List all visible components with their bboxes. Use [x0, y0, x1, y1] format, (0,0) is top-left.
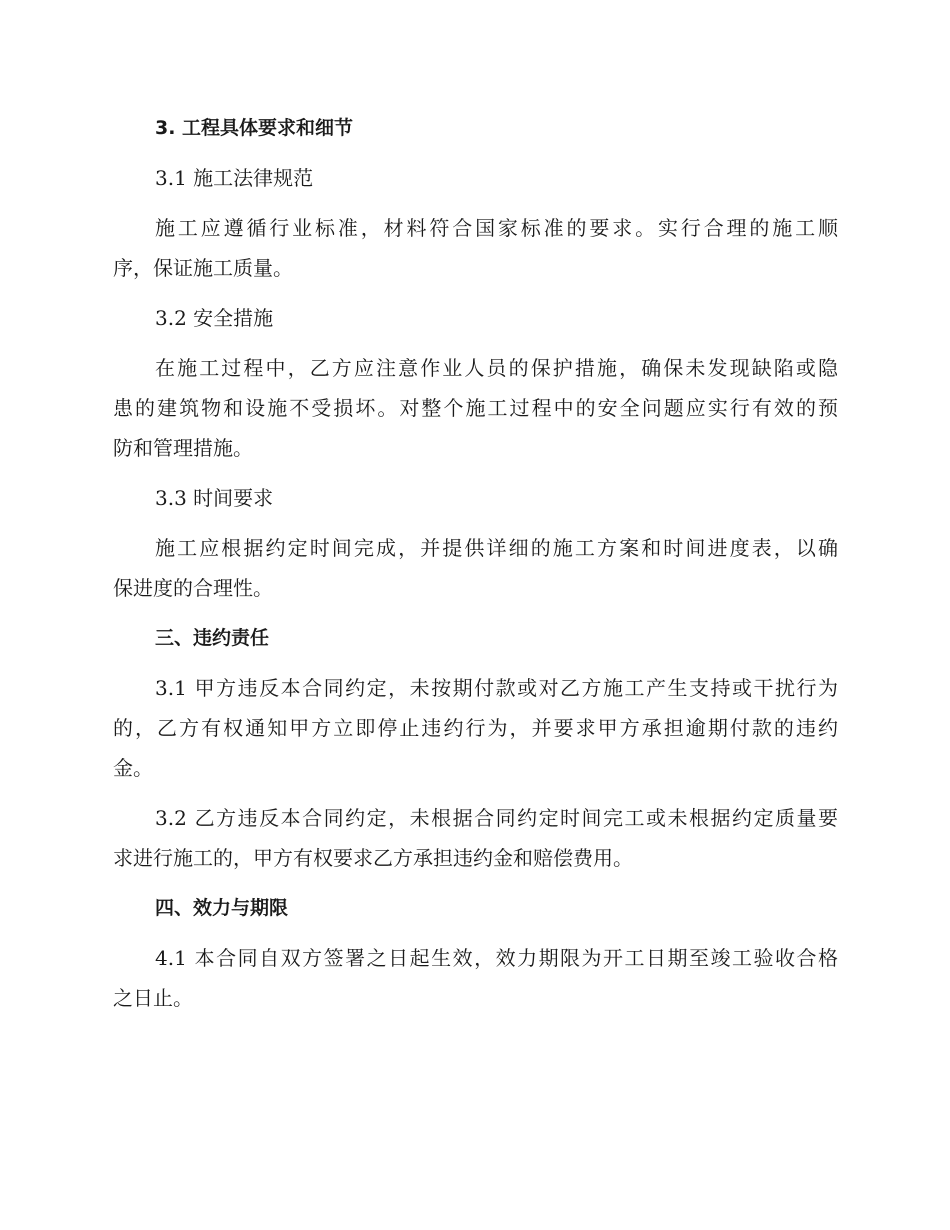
subsection-title-construction-law: 3.1 施工法律规范	[155, 166, 314, 190]
paragraph-line: 防和管理措施。	[113, 436, 253, 460]
subsection-title-time-requirements: 3.3 时间要求	[155, 486, 274, 510]
section-heading-breach-liability: 三、违约责任	[155, 627, 270, 649]
paragraph-line: 求进行施工的，甲方有权要求乙方承担违约金和赔偿费用。	[113, 846, 633, 870]
paragraph-line: 在施工过程中，乙方应注意作业人员的保护措施，确保未发现缺陷或隐	[155, 356, 838, 380]
paragraph-line: 金。	[113, 756, 153, 780]
section-heading-engineering-requirements: 3. 工程具体要求和细节	[155, 117, 354, 139]
paragraph-line: 序，保证施工质量。	[113, 256, 293, 280]
paragraph-line: 保进度的合理性。	[113, 576, 273, 600]
paragraph-line: 患的建筑物和设施不受损坏。对整个施工过程中的安全问题应实行有效的预	[113, 396, 838, 420]
section-heading-validity-term: 四、效力与期限	[155, 897, 289, 919]
paragraph-line: 的，乙方有权通知甲方立即停止违约行为，并要求甲方承担逾期付款的违约	[113, 716, 838, 740]
paragraph-line: 施工应根据约定时间完成，并提供详细的施工方案和时间进度表，以确	[155, 536, 838, 560]
paragraph-line: 3.2 乙方违反本合同约定，未根据合同约定时间完工或未根据约定质量要	[155, 806, 838, 830]
paragraph-line: 3.1 甲方违反本合同约定，未按期付款或对乙方施工产生支持或干扰行为	[155, 676, 838, 700]
paragraph-line: 之日止。	[113, 986, 193, 1010]
subsection-title-safety-measures: 3.2 安全措施	[155, 306, 274, 330]
document-body	[113, 108, 838, 1018]
paragraph-line: 施工应遵循行业标准，材料符合国家标准的要求。实行合理的施工顺	[155, 216, 838, 240]
paragraph-line: 4.1 本合同自双方签署之日起生效，效力期限为开工日期至竣工验收合格	[155, 946, 838, 970]
